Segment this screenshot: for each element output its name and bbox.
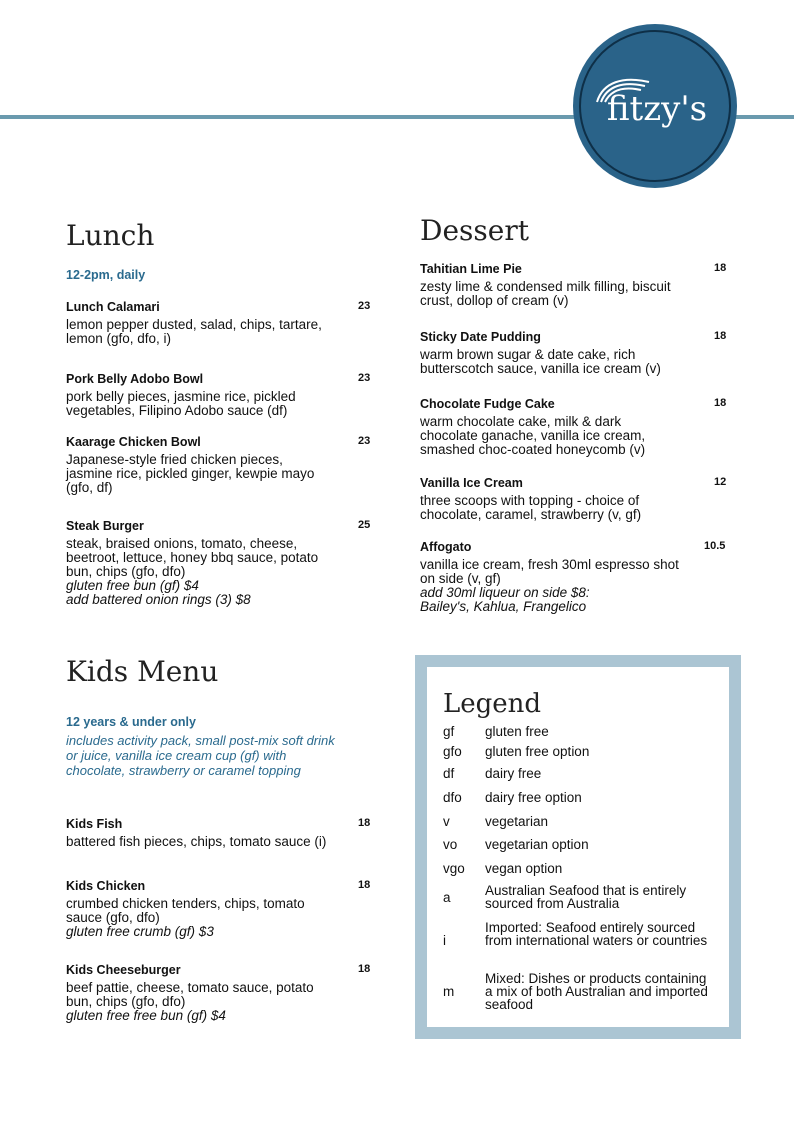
item-price: 18 [714, 330, 727, 342]
legend-definition: dairy free [485, 766, 542, 781]
item-name: Lunch Calamari [66, 300, 160, 314]
item-extra: add 30ml liqueur on side $8: [420, 585, 590, 600]
item-price: 18 [358, 879, 371, 891]
kids-note: includes activity pack, small post-mix soft drink or juice, vanilla ice cream cup (gf) with chocolate, strawberry or caramel topping [66, 733, 335, 778]
dessert-title: Dessert [420, 214, 529, 247]
lunch-subtitle: 12-2pm, daily [66, 268, 146, 282]
item-price: 18 [714, 262, 727, 274]
fitzys-logo [573, 24, 737, 188]
item-description: lemon pepper dusted, salad, chips, tartare, lemon (gfo, dfo, i) [66, 317, 322, 346]
legend-inner [427, 667, 729, 1027]
legend-abbr: vo [443, 837, 458, 852]
legend-abbr: df [443, 766, 455, 781]
legend-definition: Australian Seafood that is entirely sourced from Australia [485, 883, 687, 911]
item-price: 18 [714, 397, 727, 409]
kids-subtitle: 12 years & under only [66, 715, 196, 729]
item-name: Steak Burger [66, 519, 144, 533]
item-description: zesty lime & condensed milk filling, biscuit crust, dollop of cream (v) [420, 279, 671, 308]
legend-title: Legend [443, 689, 542, 719]
kids-menu-title: Kids Menu [66, 655, 219, 688]
item-price: 10.5 [704, 540, 726, 552]
item-extra: gluten free crumb (gf) $3 [66, 924, 214, 939]
item-price: 23 [358, 435, 371, 447]
legend-definition: dairy free option [485, 790, 582, 805]
legend-definition: vegetarian option [485, 837, 589, 852]
item-price: 18 [358, 817, 371, 829]
item-description: warm chocolate cake, milk & dark chocolate ganache, vanilla ice cream, smashed choc-coated honeycomb (v) [420, 414, 646, 457]
legend-abbr: a [443, 890, 451, 905]
menu-item [420, 330, 726, 376]
menu-item [66, 817, 372, 849]
legend-definition: Mixed: Dishes or products containing a mix of both Australian and imported seafood [485, 971, 708, 1012]
legend-abbr: m [443, 984, 455, 999]
item-description: battered fish pieces, chips, tomato sauce (i) [66, 834, 327, 849]
legend-definition: vegetarian [485, 814, 549, 829]
menu-item [420, 476, 726, 522]
item-name: Sticky Date Pudding [420, 330, 541, 344]
item-description: warm brown sugar & date cake, rich butterscotch sauce, vanilla ice cream (v) [420, 347, 661, 376]
lunch-title: Lunch [66, 219, 155, 252]
legend-definition: Imported: Seafood entirely sourced from international waters or countries [485, 920, 708, 948]
item-name: Tahitian Lime Pie [420, 262, 522, 276]
menu-item [420, 262, 726, 308]
legend-definition: gluten free [485, 724, 549, 739]
legend-definition: vegan option [485, 861, 563, 876]
item-description: steak, braised onions, tomato, cheese, beetroot, lettuce, honey bbq sauce, potato bun, chips (gfo, dfo) [66, 536, 319, 579]
item-name: Chocolate Fudge Cake [420, 397, 555, 411]
item-name: Affogato [420, 540, 472, 554]
item-price: 18 [358, 963, 371, 975]
legend-abbr: gfo [443, 744, 462, 759]
item-price: 12 [714, 476, 727, 488]
menu-item [420, 397, 726, 457]
item-description: crumbed chicken tenders, chips, tomato sauce (gfo, dfo) [66, 896, 305, 925]
menu-item [66, 963, 372, 1023]
item-extra: add battered onion rings (3) $8 [66, 592, 251, 607]
item-price: 23 [358, 372, 371, 384]
item-name: Vanilla Ice Cream [420, 476, 523, 490]
legend-panel [415, 655, 741, 1039]
menu-item [66, 300, 372, 346]
item-name: Kids Cheeseburger [66, 963, 181, 977]
menu-item [66, 519, 372, 607]
item-extra: gluten free free bun (gf) $4 [66, 1008, 226, 1023]
legend-abbr: dfo [443, 790, 462, 805]
item-description: beef pattie, cheese, tomato sauce, potato bun, chips (gfo, dfo) [66, 980, 314, 1009]
menu-item [420, 540, 726, 614]
legend-abbr: vgo [443, 861, 465, 876]
item-extra: gluten free bun (gf) $4 [66, 578, 199, 593]
legend-definition: gluten free option [485, 744, 590, 759]
item-name: Kids Fish [66, 817, 123, 831]
item-description: Japanese-style fried chicken pieces, jasmine rice, pickled ginger, kewpie mayo (gfo, df) [66, 452, 315, 495]
menu-item [66, 879, 372, 939]
item-price: 25 [358, 519, 371, 531]
legend-abbr: v [443, 814, 450, 829]
item-extra: Bailey's, Kahlua, Frangelico [420, 599, 587, 614]
item-description: pork belly pieces, jasmine rice, pickled vegetables, Filipino Adobo sauce (df) [66, 389, 296, 418]
item-name: Kaarage Chicken Bowl [66, 435, 201, 449]
menu-item [66, 435, 372, 495]
legend-abbr: i [443, 933, 446, 948]
logo-wordmark: fitzy's [606, 89, 708, 129]
item-name: Pork Belly Adobo Bowl [66, 372, 204, 386]
menu-item [66, 372, 372, 418]
legend-abbr: gf [443, 724, 455, 739]
item-description: vanilla ice cream, fresh 30ml espresso shot on side (v, gf) [420, 557, 679, 586]
item-description: three scoops with topping - choice of chocolate, caramel, strawberry (v, gf) [420, 493, 642, 522]
item-price: 23 [358, 300, 371, 312]
item-name: Kids Chicken [66, 879, 146, 893]
